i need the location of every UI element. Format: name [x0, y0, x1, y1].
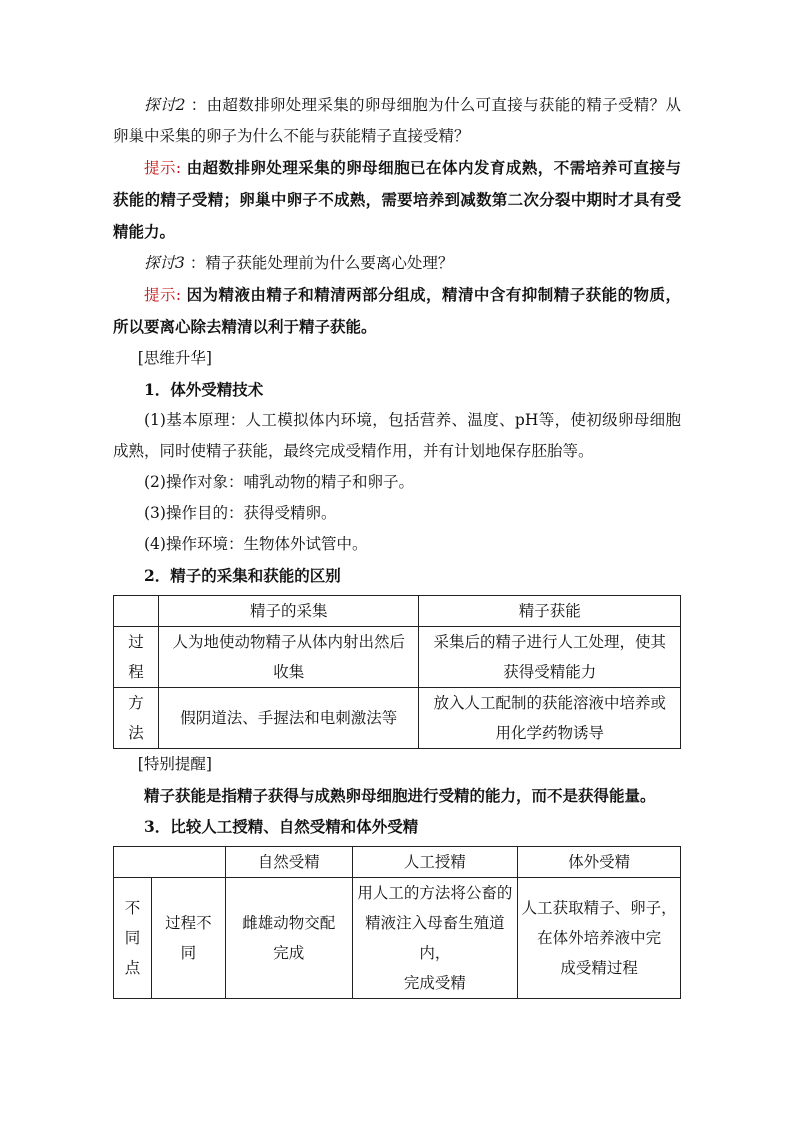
tip-title: [特别提醒]: [137, 755, 212, 773]
row-label-line: 过程不: [165, 914, 212, 932]
table-cell: [419, 688, 681, 749]
cell-line: 获得受精能力: [503, 663, 597, 681]
answer-2-text: 由超数排卵处理采集的卵母细胞已在体内发育成熟，不需培养可直接与获能的精子受精；卵巢中卵子不成熟，需要培养到减数第二次分裂中期时才具有受精能力。: [113, 158, 681, 241]
row-group-line: 同: [124, 929, 141, 947]
cell-line: 成受精过程: [560, 959, 638, 977]
table-header-row: [114, 847, 681, 878]
table-cell: [158, 688, 419, 749]
cell-line: 雌雄动物交配: [242, 914, 336, 932]
answer-2-prefix: 提示:: [144, 159, 182, 177]
table-header-cell: 体外受精: [518, 847, 681, 878]
question-2-label: 探讨2: [144, 96, 186, 114]
section-title: [思维升华]: [137, 349, 212, 367]
cell-line: 完成: [273, 944, 305, 962]
row-label-method: [114, 688, 159, 749]
list-item: (3)操作目的：获得受精卵。: [144, 504, 337, 522]
row-group-line: 不: [124, 899, 141, 917]
cell-line: 用化学药物诱导: [495, 724, 604, 742]
table-header-cell: 人工授精: [352, 847, 518, 878]
tip-text: 精子获能是指精子获得与成熟卵母细胞进行受精的能力，而不是获得能量。: [144, 786, 656, 805]
table-row: [114, 688, 681, 749]
row-group-label: [114, 878, 152, 999]
question-3-label: 探讨3: [144, 254, 185, 272]
question-3-text: ：精子获能处理前为什么要离心处理？: [189, 254, 454, 272]
cell-line: 收集: [273, 663, 305, 681]
document-page: [113, 90, 681, 999]
table-cell: [518, 878, 681, 999]
answer-3: [113, 279, 681, 343]
row-label-line: 法: [128, 724, 144, 742]
table-header-cell: [114, 847, 226, 878]
heading-1: 1．体外受精技术: [144, 380, 264, 399]
cell-line: 人为地使动物精子从体内射出然后: [172, 633, 405, 651]
sperm-table: [113, 595, 681, 749]
row-label: [151, 878, 225, 999]
row-group-line: 点: [124, 959, 141, 977]
row-label-line: 同: [180, 944, 197, 962]
cell-line: 人工获取精子、卵子，: [521, 899, 677, 917]
row-label-line: 程: [128, 663, 144, 681]
fertilization-table: [113, 846, 681, 999]
list-item: (1)基本原理：人工模拟体内环境，包括营养、温度、pH等，使初级卵母细胞成熟，同时使精子获能，最终完成受精作用，并有计划地保存胚胎等。: [113, 411, 681, 460]
answer-3-prefix: 提示:: [144, 286, 182, 304]
cell-line: 放入人工配制的获能溶液中培养或: [433, 694, 666, 712]
answer-3-text: 因为精液由精子和精清两部分组成，精清中含有抑制精子获能的物质，所以要离心除去精清以利于精子获能。: [113, 285, 681, 336]
table-row: [114, 878, 681, 999]
table-cell: [225, 878, 352, 999]
heading-3: 3．比较人工授精、自然受精和体外受精: [144, 817, 419, 836]
question-2: [113, 90, 681, 152]
row-label-process: [114, 627, 159, 688]
question-3: [113, 248, 681, 279]
table-cell: [352, 878, 518, 999]
heading-2: 2．精子的采集和获能的区别: [144, 566, 341, 585]
row-label-line: 方: [128, 694, 144, 712]
table-cell: [158, 627, 419, 688]
row-label-line: 过: [128, 633, 144, 651]
table-header-cell: 自然受精: [225, 847, 352, 878]
list-item: (2)操作对象：哺乳动物的精子和卵子。: [144, 473, 414, 491]
table-header-cell: 精子获能: [419, 596, 681, 627]
answer-2: [113, 152, 681, 248]
cell-line: 采集后的精子进行人工处理，使其: [433, 633, 666, 651]
table-row: [114, 627, 681, 688]
table-header-row: [114, 596, 681, 627]
table-cell: [419, 627, 681, 688]
cell-line: 用人工的方法将公畜的: [357, 884, 513, 902]
cell-line: 精液注入母畜生殖道内，: [365, 914, 505, 962]
list-item: (4)操作环境：生物体外试管中。: [144, 535, 368, 553]
question-2-text: ：由超数排卵处理采集的卵母细胞为什么可直接与获能的精子受精？从卵巢中采集的卵子为什么不能与获能精子直接受精？: [113, 96, 681, 145]
table-header-cell: 精子的采集: [158, 596, 419, 627]
cell-line: 完成受精: [403, 974, 466, 992]
cell-line: 在体外培养液中完: [537, 929, 662, 947]
cell-line: 假阴道法、手握法和电刺激法等: [180, 709, 398, 727]
table-header-cell: [114, 596, 159, 627]
